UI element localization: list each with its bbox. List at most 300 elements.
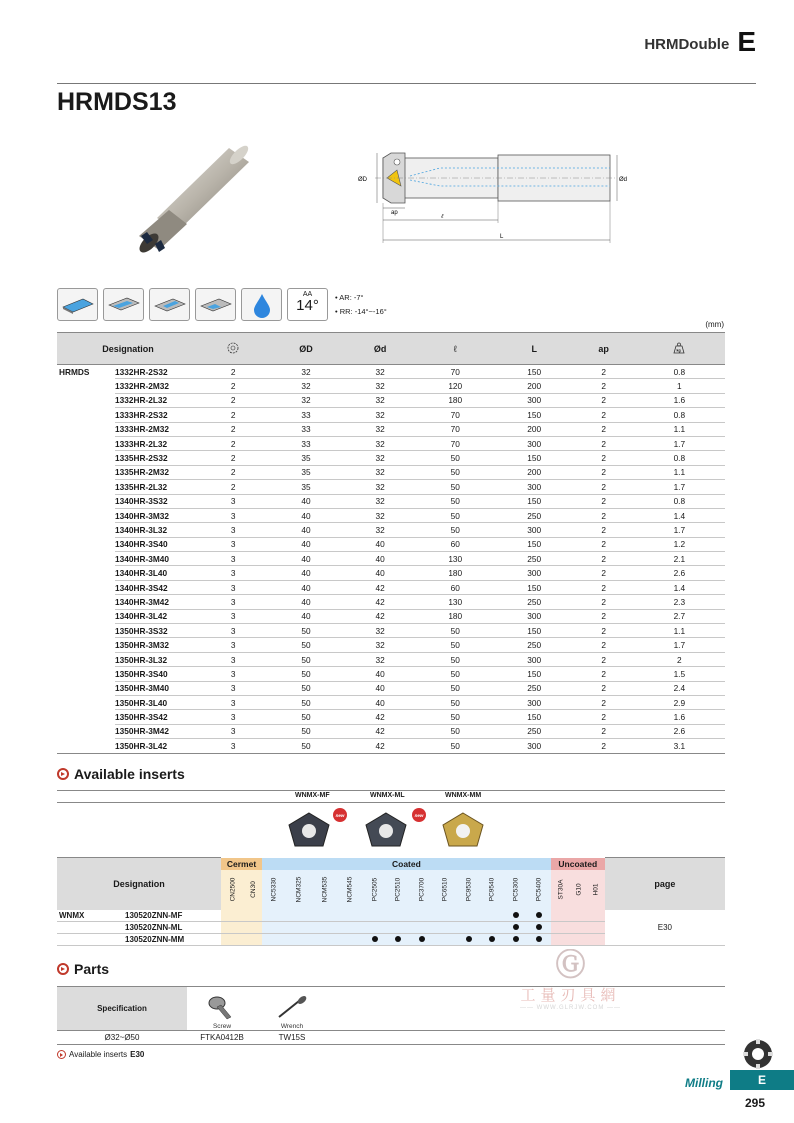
table-row (57, 379, 725, 393)
teeth-cell: 2 (199, 436, 267, 450)
insert-group-label: WNMX (59, 910, 85, 920)
designation-cell: 1340HR-3S42 (115, 580, 199, 594)
od-cell: 40 (267, 580, 344, 594)
weight-cell: 1.5 (634, 667, 725, 681)
teeth-header (199, 333, 267, 365)
grade-cell (221, 910, 245, 922)
inserts-title-text: Available inserts (74, 766, 185, 782)
weight-cell: 1.4 (634, 508, 725, 522)
grade-row (57, 910, 725, 922)
weight-cell: 1.7 (634, 436, 725, 450)
L-cell: 300 (495, 739, 574, 753)
section-letter: E (737, 26, 756, 57)
grade-cell (262, 922, 286, 934)
spec-value: Ø32~Ø50 (57, 1031, 187, 1045)
grade-cell (386, 910, 410, 922)
grade-code: PC3700 (410, 870, 434, 910)
grade-code: PC2505 (363, 870, 387, 910)
d-cell: 32 (344, 422, 415, 436)
table-row (57, 624, 725, 638)
grade-cell (504, 922, 528, 934)
ap-cell: 2 (574, 523, 634, 537)
footnote (57, 1050, 144, 1059)
L-cell: 200 (495, 379, 574, 393)
L-cell: 250 (495, 724, 574, 738)
ap-cell: 2 (574, 451, 634, 465)
weight-cell: 2.7 (634, 609, 725, 623)
l-cell: 70 (416, 422, 495, 436)
watermark (520, 940, 621, 1011)
designation-cell: 1350HR-3M40 (115, 681, 199, 695)
L-cell: 200 (495, 465, 574, 479)
insert-code: 130520ZNN-MM (125, 935, 185, 944)
availability-dot (513, 936, 519, 942)
arrow-circle-icon (57, 1050, 66, 1059)
grade-cell (588, 910, 605, 922)
teeth-cell: 3 (199, 681, 267, 695)
axial-angle-box (287, 288, 328, 321)
weight-cell: 0.8 (634, 408, 725, 422)
grade-designation-header: Designation (57, 858, 221, 910)
page-number: 295 (745, 1096, 766, 1110)
grade-cell (433, 910, 457, 922)
angle-value: 14° (296, 297, 319, 314)
wrench-label: Wrench (280, 1023, 304, 1030)
d-cell: 32 (344, 465, 415, 479)
teeth-cell: 2 (199, 408, 267, 422)
wrench-icon (275, 995, 309, 1021)
application-icons (57, 288, 387, 321)
grade-cell (337, 922, 363, 934)
designation-cell: 1335HR-2L32 (115, 480, 199, 494)
ap-cell: 2 (574, 580, 634, 594)
insert-designation (57, 934, 221, 946)
grade-cell (588, 922, 605, 934)
teeth-cell: 3 (199, 580, 267, 594)
designation-cell: 1350HR-3L32 (115, 652, 199, 666)
grade-cell (363, 910, 387, 922)
d-cell: 42 (344, 739, 415, 753)
designation-cell: 1332HR-2S32 (115, 365, 199, 379)
teeth-cell: 3 (199, 523, 267, 537)
L-cell: 250 (495, 552, 574, 566)
table-row (57, 523, 725, 537)
designation-cell: 1332HR-2M32 (115, 379, 199, 393)
od-cell: 32 (267, 365, 344, 379)
teeth-cell: 2 (199, 393, 267, 407)
d-cell: 42 (344, 609, 415, 623)
L-cell: 300 (495, 695, 574, 709)
grade-cell (457, 934, 481, 946)
designation-cell: 1350HR-3L40 (115, 695, 199, 709)
table-row (57, 508, 725, 522)
coolant-icon (241, 288, 282, 321)
grade-cell (386, 934, 410, 946)
od-cell: 40 (267, 494, 344, 508)
insert-images (57, 790, 725, 818)
grade-code: PC9540 (480, 870, 504, 910)
tool-spec-table (57, 332, 725, 754)
table-row (57, 566, 725, 580)
header-rule (57, 83, 756, 84)
ap-cell: 2 (574, 552, 634, 566)
d-cell: 40 (344, 667, 415, 681)
grade-code: CN30 (245, 870, 262, 910)
grade-cell (337, 934, 363, 946)
L-cell: 300 (495, 523, 574, 537)
grade-table (57, 857, 725, 946)
grade-cell (245, 910, 262, 922)
ap-header: ap (574, 333, 634, 365)
designation-cell: 1340HR-3L32 (115, 523, 199, 537)
grade-cell (312, 922, 338, 934)
grade-cell (571, 910, 588, 922)
L-cell: 300 (495, 609, 574, 623)
ap-cell: 2 (574, 393, 634, 407)
L-cell: 300 (495, 436, 574, 450)
group-label: HRMDS (59, 366, 90, 377)
insert-designation (57, 910, 221, 922)
grade-code: PC5300 (504, 870, 528, 910)
od-cell: 40 (267, 595, 344, 609)
teeth-count-icon (227, 342, 239, 354)
l-header: ℓ (416, 333, 495, 365)
table-row (57, 552, 725, 566)
od-cell: 50 (267, 624, 344, 638)
grade-code: PC9530 (457, 870, 481, 910)
table-row (57, 422, 725, 436)
d-cell: 32 (344, 436, 415, 450)
ap-cell: 2 (574, 638, 634, 652)
footnote-text: Available inserts (69, 1050, 128, 1059)
teeth-cell: 2 (199, 422, 267, 436)
teeth-cell: 3 (199, 624, 267, 638)
availability-dot (513, 924, 519, 930)
table-row (57, 724, 725, 738)
tool-photo (125, 140, 265, 260)
grade-cell (457, 922, 481, 934)
new-badge-ml: new (412, 808, 426, 822)
availability-dot (536, 924, 542, 930)
grade-code: NC5330 (262, 870, 286, 910)
ap-cell: 2 (574, 422, 634, 436)
grade-cell (433, 934, 457, 946)
grade-cell (480, 910, 504, 922)
insert-mm-image (439, 810, 487, 850)
od-cell: 40 (267, 566, 344, 580)
coated-header: Coated (262, 858, 551, 870)
d-cell: 32 (344, 451, 415, 465)
weight-header (634, 333, 725, 365)
teeth-cell: 2 (199, 465, 267, 479)
designation-cell: 1340HR-3S32 (115, 494, 199, 508)
insert-designation (57, 922, 221, 934)
L-cell: 300 (495, 652, 574, 666)
spec-header: Specification (57, 987, 187, 1031)
L-cell: 300 (495, 393, 574, 407)
page-header (644, 28, 756, 56)
watermark-text: 工量刃具網 (520, 987, 621, 1004)
d-cell: 32 (344, 624, 415, 638)
l-cell: 130 (416, 595, 495, 609)
od-cell: 50 (267, 710, 344, 724)
teeth-cell: 3 (199, 652, 267, 666)
insert-ml-image (362, 810, 410, 850)
l-cell: 50 (416, 652, 495, 666)
tool-dimension-drawing (355, 148, 635, 248)
screw-cell (187, 987, 257, 1031)
l-cell: 50 (416, 494, 495, 508)
designation-cell: 1340HR-3L42 (115, 609, 199, 623)
grade-cell (262, 934, 286, 946)
od-cell: 35 (267, 465, 344, 479)
page-title: HRMDS13 (57, 88, 177, 116)
face-milling-icon (57, 288, 98, 321)
drawing-ap: ap (391, 210, 398, 216)
od-cell: 32 (267, 393, 344, 407)
grade-cell (571, 922, 588, 934)
grade-cell (262, 910, 286, 922)
teeth-cell: 2 (199, 480, 267, 494)
ap-cell: 2 (574, 494, 634, 508)
d-cell: 32 (344, 638, 415, 652)
table-row (57, 667, 725, 681)
angle-label: AA (302, 291, 313, 298)
weight-cell: 3.1 (634, 739, 725, 753)
designation-cell: 1340HR-3M40 (115, 552, 199, 566)
weight-icon (671, 342, 687, 354)
L-cell: 150 (495, 710, 574, 724)
insert-mf-image (285, 810, 333, 850)
ap-cell: 2 (574, 508, 634, 522)
drawing-od-right: Ød (619, 177, 628, 183)
od-cell: 50 (267, 724, 344, 738)
weight-cell: 1.7 (634, 480, 725, 494)
l-cell: 50 (416, 480, 495, 494)
arrow-circle-icon (57, 963, 69, 975)
teeth-cell: 3 (199, 739, 267, 753)
grade-cell (363, 922, 387, 934)
designation-cell: 1340HR-3L40 (115, 566, 199, 580)
l-cell: 180 (416, 393, 495, 407)
weight-cell: 2.6 (634, 566, 725, 580)
od-cell: 40 (267, 552, 344, 566)
designation-cell: 1335HR-2S32 (115, 451, 199, 465)
angle-note-rr: • RR: -14°~-16° (335, 306, 387, 316)
inserts-rule (57, 790, 725, 791)
designation-cell: 1340HR-3S40 (115, 537, 199, 551)
insert-code: 130520ZNN-ML (125, 923, 183, 932)
L-cell: 300 (495, 566, 574, 580)
l-cell: 180 (416, 566, 495, 580)
table-row (57, 537, 725, 551)
cermet-header: Cermet (221, 858, 262, 870)
od-header: ØD (267, 333, 344, 365)
inserts-section-title (57, 766, 185, 782)
grade-cell (245, 922, 262, 934)
L-cell: 150 (495, 624, 574, 638)
weight-cell: 1.6 (634, 393, 725, 407)
l-cell: 50 (416, 681, 495, 695)
L-cell: 250 (495, 681, 574, 695)
grade-cell (551, 922, 571, 934)
l-cell: 50 (416, 523, 495, 537)
od-cell: 33 (267, 408, 344, 422)
d-cell: 40 (344, 537, 415, 551)
screw-icon (207, 995, 237, 1021)
ap-cell: 2 (574, 624, 634, 638)
grade-cell (410, 910, 434, 922)
designation-cell: 1333HR-2M32 (115, 422, 199, 436)
availability-dot (419, 936, 425, 942)
availability-dot (536, 912, 542, 918)
grade-cell (386, 922, 410, 934)
teeth-cell: 3 (199, 494, 267, 508)
teeth-cell: 3 (199, 710, 267, 724)
ap-cell: 2 (574, 710, 634, 724)
grade-code: PC6510 (433, 870, 457, 910)
weight-cell: 1 (634, 379, 725, 393)
grade-code: NCM535 (312, 870, 338, 910)
ap-cell: 2 (574, 537, 634, 551)
d-cell: 32 (344, 365, 415, 379)
arrow-circle-icon (57, 768, 69, 780)
designation-cell: 1332HR-2L32 (115, 393, 199, 407)
teeth-cell: 3 (199, 724, 267, 738)
table-row (57, 436, 725, 450)
grade-cell (337, 910, 363, 922)
od-cell: 50 (267, 638, 344, 652)
d-cell: 32 (344, 379, 415, 393)
drawing-L: L (500, 234, 504, 240)
od-cell: 35 (267, 480, 344, 494)
d-cell: 42 (344, 595, 415, 609)
parts-table (57, 986, 725, 1045)
d-cell: 32 (344, 652, 415, 666)
d-cell: 32 (344, 523, 415, 537)
ap-cell: 2 (574, 465, 634, 479)
designation-cell: 1335HR-2M32 (115, 465, 199, 479)
grade-cell (457, 910, 481, 922)
ap-cell: 2 (574, 365, 634, 379)
grade-cell (527, 910, 551, 922)
l-cell: 60 (416, 580, 495, 594)
insert-name-mf: WNMX-MF (295, 792, 330, 799)
L-cell: 150 (495, 537, 574, 551)
l-cell: 120 (416, 379, 495, 393)
weight-cell: 1.1 (634, 465, 725, 479)
grade-code: PC2510 (386, 870, 410, 910)
designation-cell: 1333HR-2L32 (115, 436, 199, 450)
parts-section-title (57, 961, 109, 977)
grade-cell (551, 910, 571, 922)
teeth-cell: 3 (199, 638, 267, 652)
table-row (57, 609, 725, 623)
weight-cell: 1.1 (634, 624, 725, 638)
ap-cell: 2 (574, 408, 634, 422)
grade-cell (286, 934, 312, 946)
insert-code: 130520ZNN-MF (125, 910, 183, 920)
table-row (57, 494, 725, 508)
designation-cell: 1350HR-3S32 (115, 624, 199, 638)
d-cell: 32 (344, 393, 415, 407)
grade-code: H01 (588, 870, 605, 910)
od-cell: 50 (267, 695, 344, 709)
od-cell: 33 (267, 436, 344, 450)
grade-cell (504, 910, 528, 922)
weight-cell: 1.6 (634, 710, 725, 724)
table-row (57, 408, 725, 422)
availability-dot (489, 936, 495, 942)
weight-cell: 2 (634, 652, 725, 666)
weight-cell: 0.8 (634, 451, 725, 465)
L-cell: 150 (495, 580, 574, 594)
teeth-cell: 3 (199, 667, 267, 681)
grade-cell (363, 934, 387, 946)
l-cell: 50 (416, 508, 495, 522)
grade-cell (433, 922, 457, 934)
grade-cell (221, 934, 245, 946)
grade-cell (312, 934, 338, 946)
l-cell: 50 (416, 451, 495, 465)
teeth-cell: 3 (199, 537, 267, 551)
L-cell: 300 (495, 480, 574, 494)
milling-cutter-icon (742, 1038, 774, 1070)
l-cell: 70 (416, 365, 495, 379)
insert-name-ml: WNMX-ML (370, 792, 405, 799)
designation-cell: 1350HR-3M32 (115, 638, 199, 652)
uncoated-header: Uncoated (551, 858, 605, 870)
d-cell: 32 (344, 508, 415, 522)
ap-cell: 2 (574, 739, 634, 753)
L-header: L (495, 333, 574, 365)
slotting-icon (149, 288, 190, 321)
table-row (57, 739, 725, 753)
l-cell: 50 (416, 465, 495, 479)
shoulder-milling-icon (103, 288, 144, 321)
table-row (57, 393, 725, 407)
L-cell: 150 (495, 365, 574, 379)
L-cell: 150 (495, 451, 574, 465)
grade-code: PC5400 (527, 870, 551, 910)
grade-code: NCM545 (337, 870, 363, 910)
teeth-cell: 3 (199, 695, 267, 709)
weight-cell: 1.2 (634, 537, 725, 551)
drawing-od-left: ØD (358, 177, 367, 183)
table-row (57, 580, 725, 594)
table-row (57, 595, 725, 609)
designation-cell: 1350HR-3M42 (115, 724, 199, 738)
od-cell: 32 (267, 379, 344, 393)
ap-cell: 2 (574, 480, 634, 494)
L-cell: 250 (495, 595, 574, 609)
designation-cell: 1333HR-2S32 (115, 408, 199, 422)
teeth-cell: 3 (199, 508, 267, 522)
ap-cell: 2 (574, 667, 634, 681)
d-cell: 40 (344, 695, 415, 709)
footer-category: Milling (685, 1076, 723, 1090)
od-cell: 50 (267, 667, 344, 681)
l-cell: 50 (416, 724, 495, 738)
grade-cell (286, 910, 312, 922)
d-cell: 42 (344, 580, 415, 594)
ap-cell: 2 (574, 595, 634, 609)
page-ref: E30 (605, 910, 725, 946)
ap-cell: 2 (574, 724, 634, 738)
weight-cell: 0.8 (634, 494, 725, 508)
new-badge-mf: new (333, 808, 347, 822)
grade-code: G10 (571, 870, 588, 910)
